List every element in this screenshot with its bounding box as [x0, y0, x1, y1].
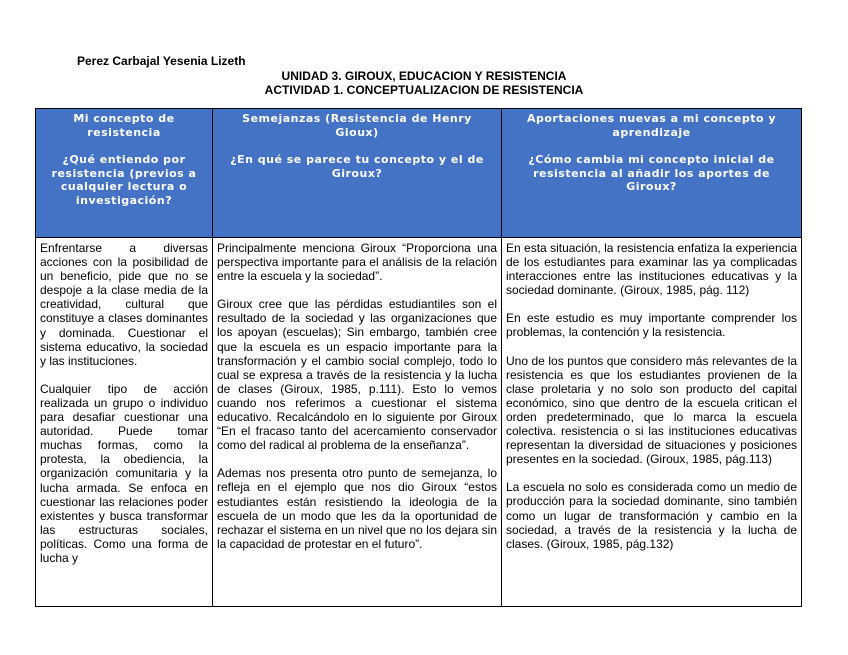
table-header-row [36, 109, 802, 238]
paragraph: Uno de los puntos que considero más relevantes de la resistencia es que los estudiantes provienen de la clase proletaria y no solo son producto del capital económico, sino que dentro de la escuela critican el orden predeterminado, que lo marca la escuela colectiva. resistencia o si las instituciones educativas representan la diversidad de situaciones y posiciones presentes en la sociedad. (Giroux, 1985, pág.113) [506, 353, 797, 467]
paragraph: Principalmente menciona Giroux “Proporciona una perspectiva importante para el análisis de la relación entre la escuela y la sociedad”. [217, 241, 497, 284]
paragraph: En este estudio es muy importante comprender los problemas, la contención y la resistencia. [506, 311, 797, 340]
paragraph: En esta situación, la resistencia enfatiza la experiencia de los estudiantes para examinar las ya complicadas interacciones entre las instituciones educativas y la sociedad dominante. (Giroux, 1985, pág. 112) [506, 241, 797, 298]
paragraph: Ademas nos presenta otro punto de semejanza, lo refleja en el ejemplo que nos dio Giroux “estos estudiantes están resistiendo la ideologia de la escuela de un modo que les da la oportunidad de rechazar el sistema en un nivel que no los dejara sin la capacidad de protestar en el futuro”. [217, 466, 497, 551]
activity-title: ACTIVIDAD 1. CONCEPTUALIZACION DE RESISTENCIA [264, 83, 584, 97]
concept-table [35, 108, 802, 607]
paragraph: Enfrentarse a diversas acciones con la posibilidad de un beneficio, pide que no se despoje a la clase media de la creatividad, cultural que constituye a clases dominantes y dominada. Cuestionar el sistema educativo, la sociedad y las instituciones. [40, 241, 208, 368]
header-question: ¿En qué se parece tu concepto y el de Giroux? [230, 153, 484, 180]
header-cell-contributions [502, 109, 802, 238]
paragraph: Cualquier tipo de acción realizada un grupo o individuo para desafiar cuestionar una autoridad. Puede tomar muchas formas, como la protesta, la obediencia, la organización comunitaria y la lucha armada. Se enfoca en cuestionar las relaciones poder existentes y busca transformar las estructuras sociales, políticas. Como una forma de lucha y [40, 381, 208, 565]
header-label: Aportaciones nuevas a mi concepto y aprendizaje [526, 112, 777, 139]
header-question: ¿Qué entiendo por resistencia (previos a cualquier lectura o investigación? [51, 153, 197, 207]
author-name: Perez Carbajal Yesenia Lizeth [77, 54, 246, 68]
table-body-row [36, 238, 802, 607]
header-cell-similarities [213, 109, 502, 238]
paragraph: La escuela no solo es considerada como un medio de producción para la sociedad dominante, sino también como un lugar de transformación y cambio en la sociedad, a través de la resistencia y la lucha de clases. (Giroux, 1985, pág.132) [506, 480, 797, 551]
cell-contributions [502, 238, 802, 607]
unit-title: UNIDAD 3. GIROUX, EDUCACION Y RESISTENCIA [281, 69, 567, 83]
cell-similarities [213, 238, 502, 607]
header-cell-concept [36, 109, 213, 238]
paragraph: Giroux cree que las pérdidas estudiantiles son el resultado de la sociedad y las organizaciones que los apoyan (escuelas); Sin embargo, también cree que la escuela es un espacio importante para la transformación y el cambio social complejo, todo lo cual se expresa a través de la resistencia y la lucha de clases (Giroux, 1985, p.111). Esto lo vemos cuando nos referimos a cuestionar el sistema educativo. Recalcándolo en lo siguiente por Giroux “En el fracaso tanto del acercamiento conservador como del radical al problema de la enseñanza”. [217, 297, 497, 453]
header-label: Mi concepto de resistencia [73, 112, 175, 139]
cell-concept [36, 238, 213, 607]
header-question: ¿Cómo cambia mi concepto inicial de resistencia al añadir los aportes de Giroux? [528, 153, 775, 193]
header-label: Semejanzas (Resistencia de Henry Gioux) [242, 112, 472, 139]
